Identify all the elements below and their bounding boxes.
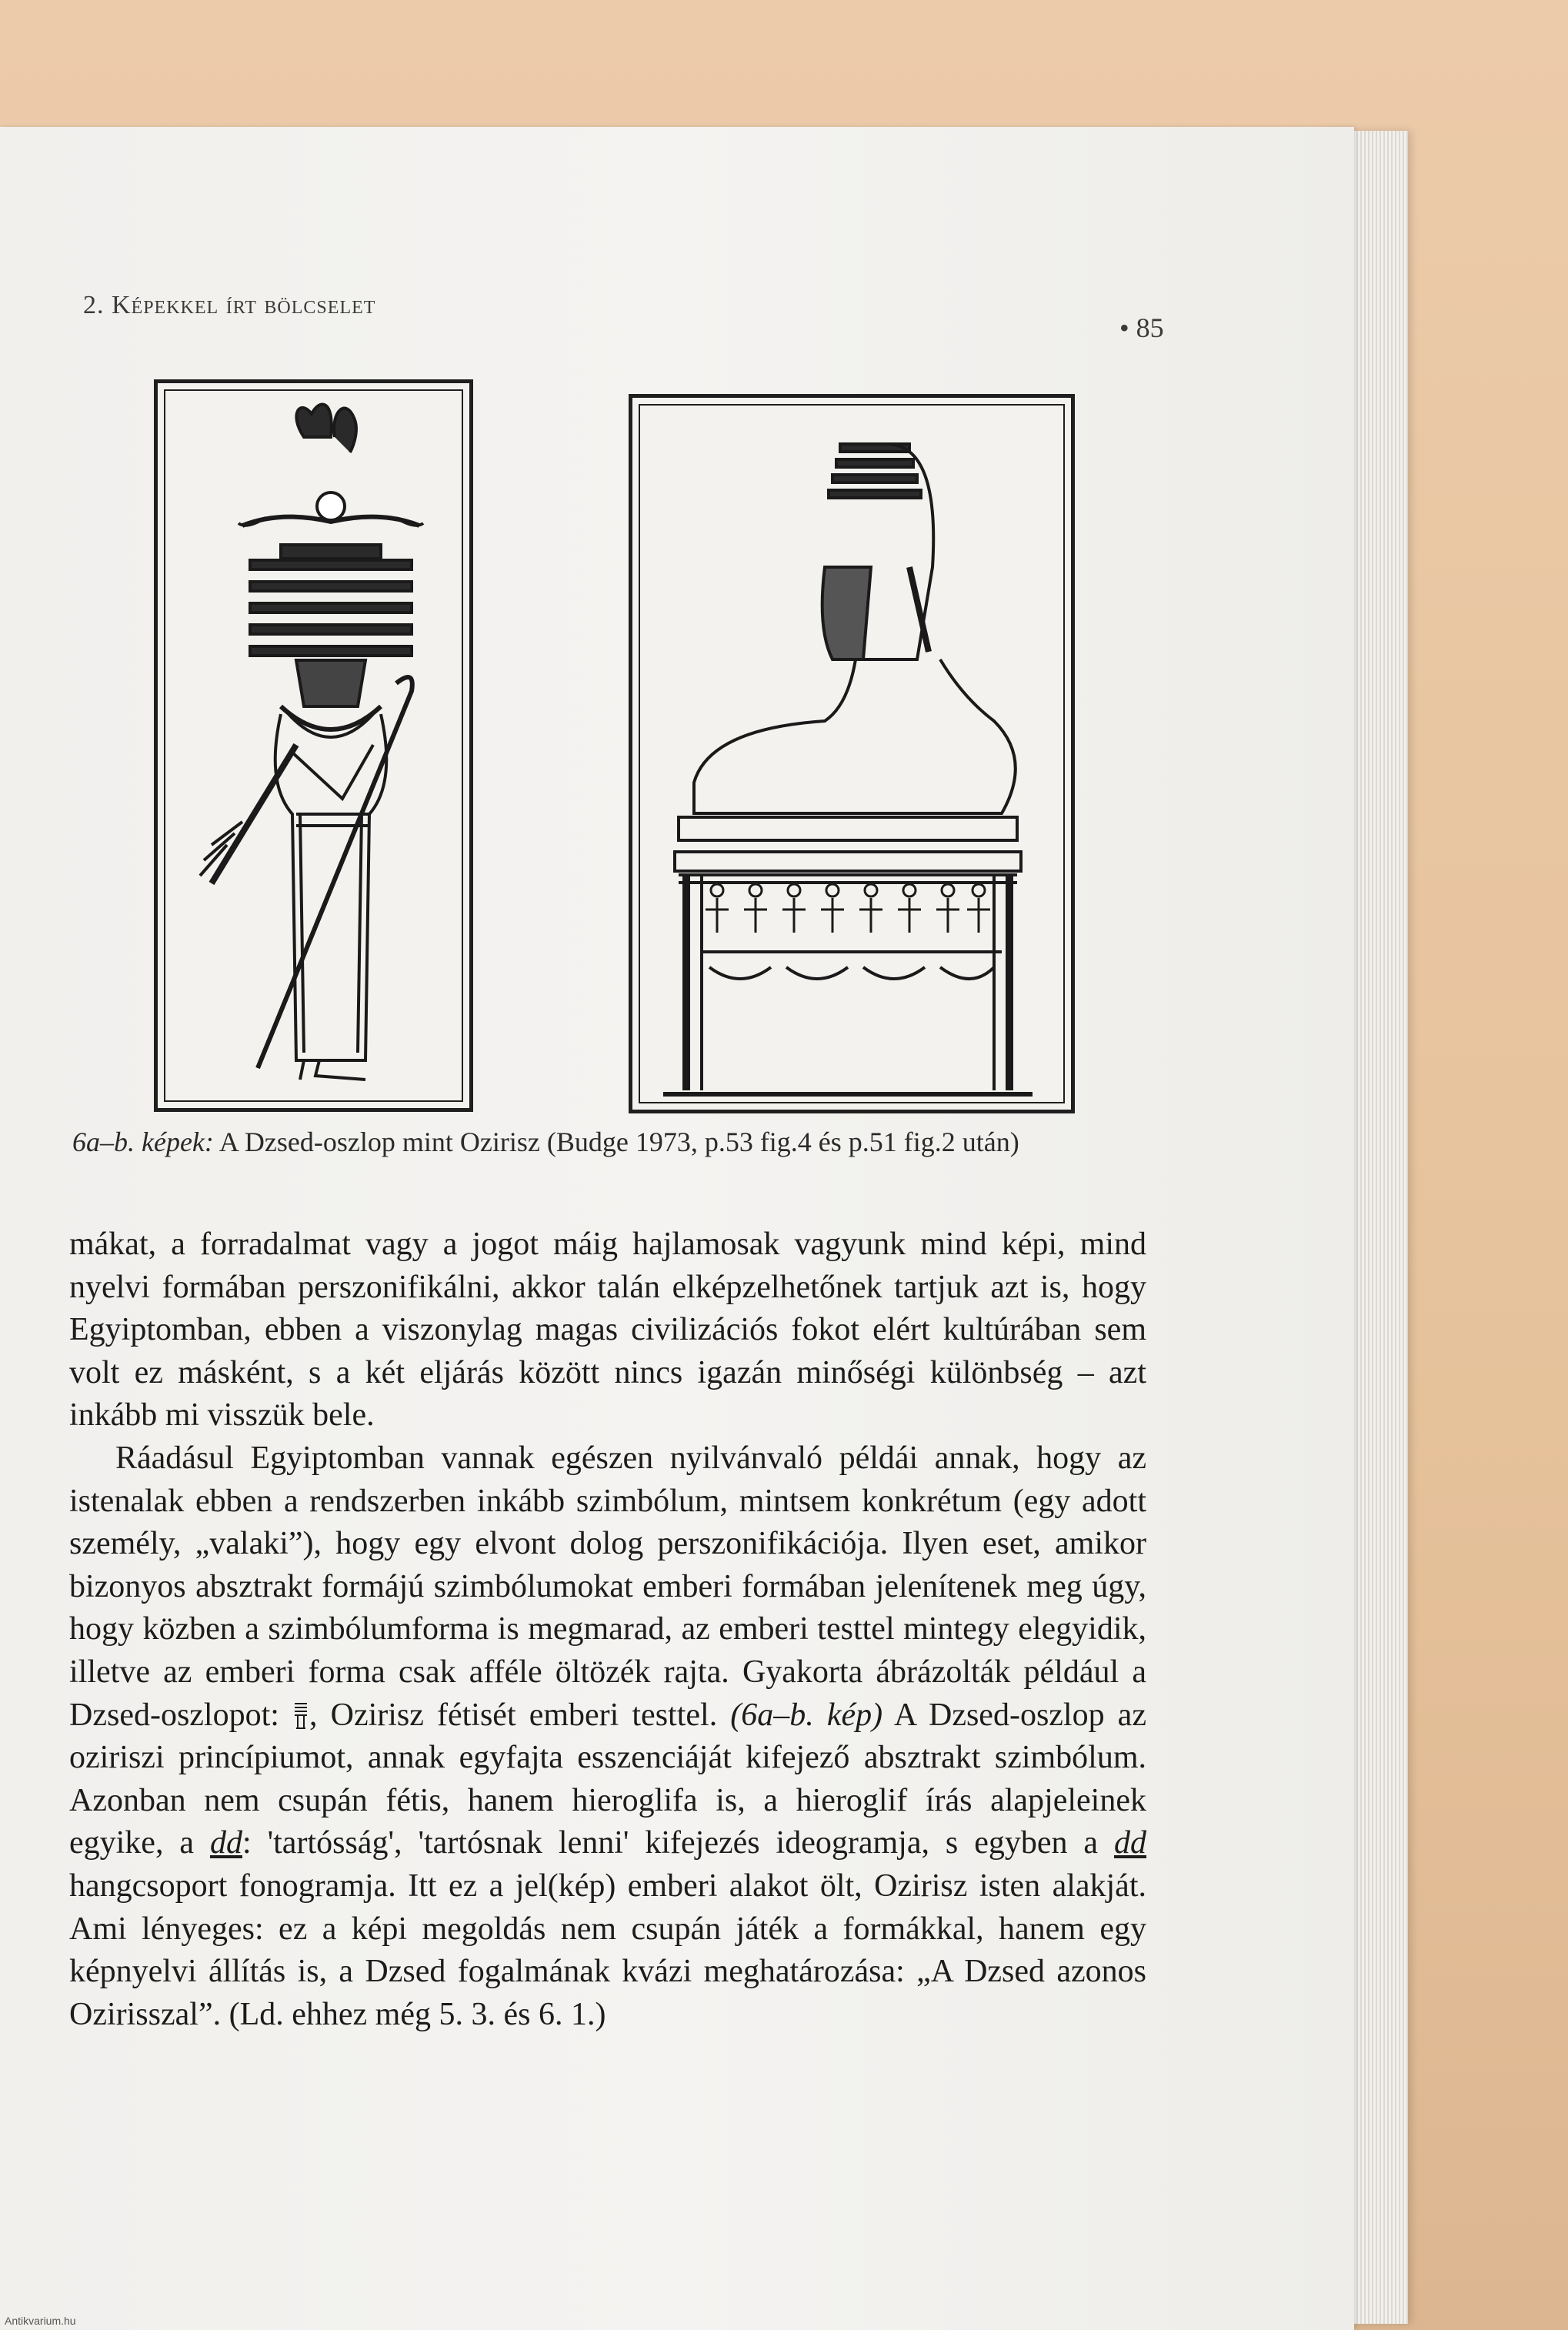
- djed-osiris-figure-drawing: [158, 383, 469, 1108]
- transliteration-dd-2: dd: [1114, 1825, 1146, 1861]
- caption-label: 6a–b. képek:: [72, 1127, 214, 1157]
- running-head: 2. Képekkel írt bölcselet: [83, 291, 376, 319]
- body-text: [69, 1223, 1146, 2036]
- paragraph-2-part-5: hangcsoport fonogramja. Itt ez a jel(kép) emberi alakot ölt, Ozirisz isten alakját. Ami lényeges: ez a képi megoldás nem csupán játék a formákkal, hanem egy képnyelvi állítás is, a Dzsed fogalmának kvázi meghatározása: „A Dzsed azonos Ozirisszal”. (Ld. ehhez még 5. 3. és 6. 1.): [69, 1868, 1146, 2032]
- figure-caption: [72, 1126, 1211, 1158]
- djed-hieroglyph-icon: [292, 1699, 309, 1730]
- paragraph-2: [69, 1437, 1146, 2036]
- figure-6a: [154, 379, 473, 1112]
- paragraph-2-part-3: A Dzsed-oszlop az oziriszi princípiumot, annak egyfajta esszenciáját kifejező absztrakt szimbólum. Azonban nem csupán fétis, hanem hieroglifa is, a hieroglif írás alapjeleinek egyike, a: [69, 1697, 1146, 1861]
- figure-reference: (6a–b. kép): [730, 1697, 883, 1733]
- watermark: Antikvarium.hu: [5, 2315, 76, 2327]
- page-number: • 85: [1119, 312, 1164, 343]
- caption-text: A Dzsed-oszlop mint Ozirisz (Budge 1973, p.53 fig.4 és p.51 fig.2 után): [213, 1127, 1019, 1157]
- paragraph-1: mákat, a forradalmat vagy a jogot máig hajlamosak vagyunk mind képi, mind nyelvi formában perszonifikálni, akkor talán elképzelhetőnek tartjuk azt is, hogy Egyiptomban, ebben a viszonylag magas civilizációs fokot elért kultúrában sem volt ez másként, s a két eljárás között nincs igazán minőségi különbség – azt inkább mi visszük bele.: [69, 1227, 1146, 1434]
- figure-6b: [629, 394, 1075, 1113]
- transliteration-dd-1: dd: [209, 1825, 242, 1861]
- paragraph-2-part-2: , Ozirisz fétisét emberi testtel.: [309, 1697, 731, 1733]
- djed-throne-figure-drawing: [632, 398, 1071, 1110]
- paragraph-2-part-4: : 'tartósság', 'tartósnak lenni' kifejezés ideogramja, s egyben a: [242, 1825, 1114, 1861]
- paragraph-2-part-1: Ráadásul Egyiptomban vannak egészen nyilvánvaló példái annak, hogy az istenalak ebben a rendszerben inkább szimbólum, mintsem konkrétum (egy adott személy, „valaki”), hogy egy elvont dolog perszonifikációja. Ilyen eset, amikor bizonyos absztrakt formájú szimbólumokat emberi formában jelenítenek meg úgy, hogy közben a szimbólumforma is megmarad, az emberi testtel mintegy elegyidik, illetve az emberi forma csak afféle öltözék rajta. Gyakorta ábrázolták például a Dzsed-oszlopot:: [69, 1440, 1146, 1733]
